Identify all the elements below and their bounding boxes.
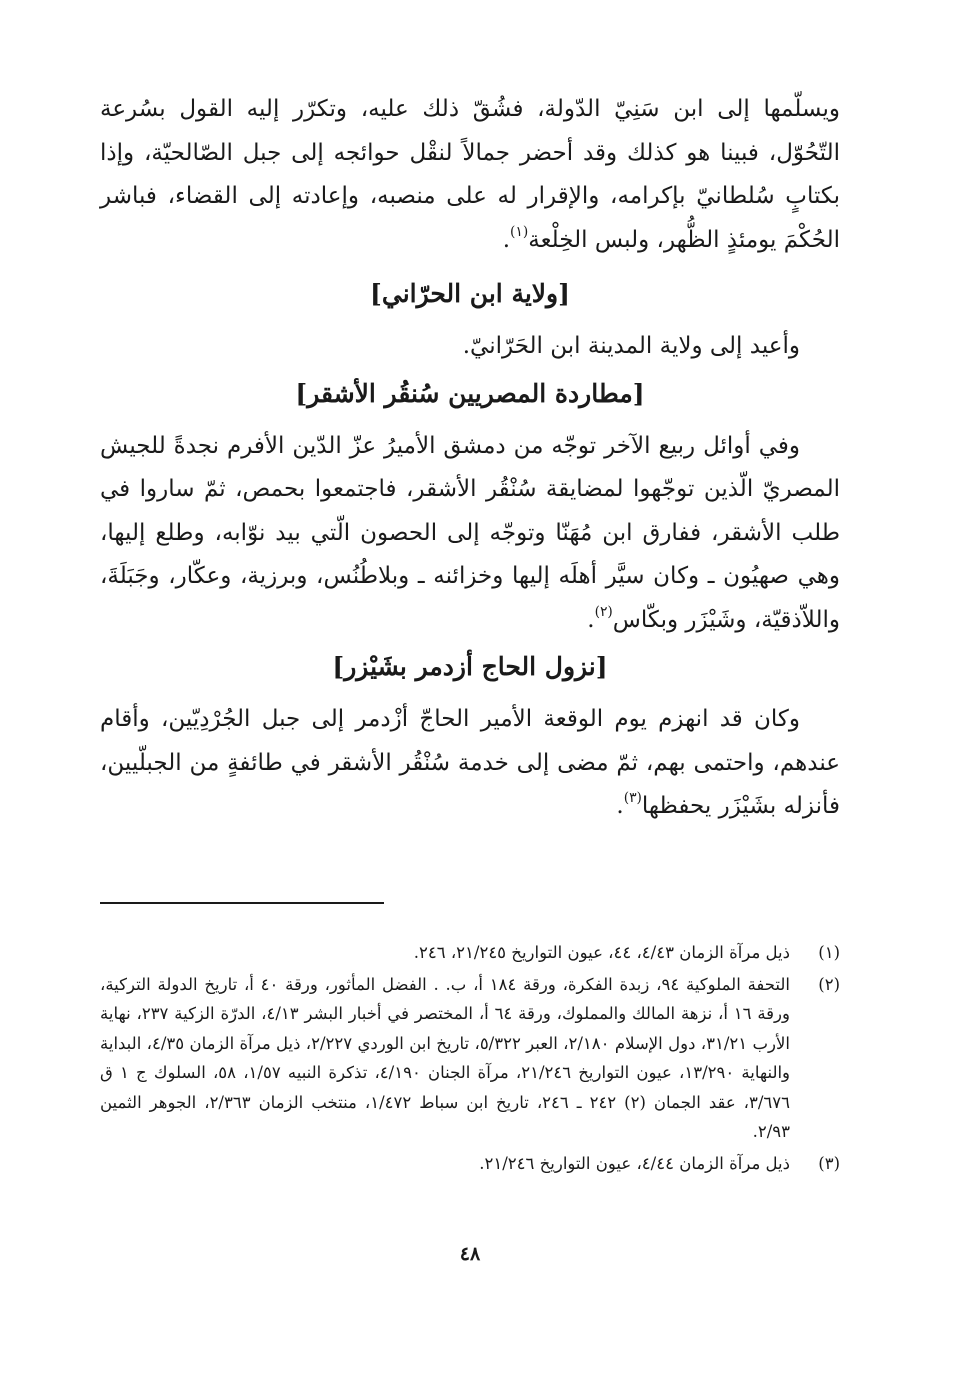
section-azdamur-end: . xyxy=(616,793,624,819)
main-text xyxy=(100,88,840,829)
section-sunqur-text: وفي أوائل ربيع الآخر توجّه من دمشق الأميرُ عزّ الدّين الأفرم نجدةً للجيش المصريّ الّذين توجّهوا لمضايقة سُنْقُر الأشقر، فاجتمعوا بحمص، ثمّ ساروا في طلب الأشقر، ففارق ابن مُهَنّا وتوجّه إلى الحصون الّتي بيد نوّابه، وطلع إليها، وهي صهيُون ـ وكان سيَّر أهلَه إليها وخزائنه ـ وبلاطُنُس، وبرزية، وعكّار، وجَبَلَةَ، واللاّذقيّة، وشَيْزَر وبكّاس xyxy=(100,432,840,633)
section-sunqur-end: . xyxy=(587,606,595,633)
section-azdamur-text: وكان قد انهزم يوم الوقعة الأمير الحاجّ أزْدمر إلى جبل الجُرْدِيّين، وأقام عندهم، واحتمى بهم، ثمّ مضى إلى خدمة سُنْقُر الأشقر في طائفةٍ من الجبلّيين، فأنزله بشَيْزَر يحفظها xyxy=(100,706,840,819)
footnote-number: (٣) xyxy=(818,1153,840,1173)
section-azdamur-paragraph xyxy=(100,698,840,829)
footnote-number: (٢) xyxy=(818,974,840,994)
footnotes xyxy=(100,938,840,1180)
footnote-ref-2[interactable]: (٢) xyxy=(594,603,613,620)
intro-paragraph xyxy=(100,88,840,262)
section-heading-azdamur: [نزول الحاج أزدمر بشَيْزر] xyxy=(332,652,608,681)
footnote-2 xyxy=(100,970,840,1147)
footnote-3 xyxy=(100,1149,840,1179)
intro-text: ويسلّمها إلى ابن سَنِيّ الدّولة، فشُقّ ذلك عليه، وتكرّر إليه القول بسُرعة التّحُوّل، فبينا هو كذلك وقد أحضر جمالاً لنقْل حوائجه إلى جبل الصّالحيّة، وإذا بكتابٍ سُلطانيّ بإكرامه، والإقرار له على منصبه، وإعادته إلى القضاء، فباشر الحُكْمَ يومئذٍ الظُّهر، ولبس الخِلْعة xyxy=(100,96,840,253)
footnote-ref-3[interactable]: (٣) xyxy=(623,789,642,806)
section-heading-sunqur: [مطاردة المصريين سُنقُر الأشقر] xyxy=(295,378,645,408)
footnote-text: ذيل مرآة الزمان ٤/٤٣، ٤٤، عيون التواريخ ٢١/٢٤٥، ٢٤٦. xyxy=(413,943,790,962)
page-number: ٤٨ xyxy=(459,1243,481,1265)
footnote-text: ذيل مرآة الزمان ٤/٤٤، عيون التواريخ ٢١/٢٤٦. xyxy=(479,1153,790,1173)
section-sunqur-paragraph xyxy=(100,425,840,643)
page-content xyxy=(100,88,840,1328)
footnote-text: التحفة الملوكية ٩٤، زبدة الفكرة، ورقة ١٨٤ أ، ب. . الفضل المأثور، ورقة ٤٠ أ، تاريخ الدولة التركية، ورقة ١٦ أ، نزهة المالك والمملوك، ورقة ٦٤ أ، المختصر في أخبار البشر ٤/١٣، الدرّة الزكية ٢٣٧، نهاية الأرب ٣١/٢١، دول الإسلام ٢/١٨٠، العبر ٥/٣٢٢، تاريخ ابن الوردي ٢/٢٢٧، ذيل مرآة الزمان ٤/٣٥، البداية والنهاية ١٣/٢٩٠، عيون التواريخ ٢١/٢٤٦، مرآة الجنان ٤/١٩٠، تذكرة النبيه ١/٥٧، ٥٨، السلوك ج ١ ق ٣/٦٧٦، عقد الجمان (٢) ٢٤٢ ـ ٢٤٦، تاريخ ابن سباط ١/٤٧٢، منتخب الزمان ٢/٣٦٣، الجوهر الثمين ٢/٩٣. xyxy=(100,974,791,1141)
footnote-ref-1[interactable]: (١) xyxy=(510,223,529,240)
section-heading-ibn-harrani: [ولاية ابن الحرّاني] xyxy=(370,279,570,308)
footnote-number: (١) xyxy=(818,943,840,962)
section-ibn-harrani-text: وأعيد إلى ولاية المدينة ابن الحَرّانيّ. xyxy=(462,333,800,359)
intro-end: . xyxy=(502,226,511,253)
footnote-1 xyxy=(100,938,840,968)
footnote-separator xyxy=(100,902,384,904)
